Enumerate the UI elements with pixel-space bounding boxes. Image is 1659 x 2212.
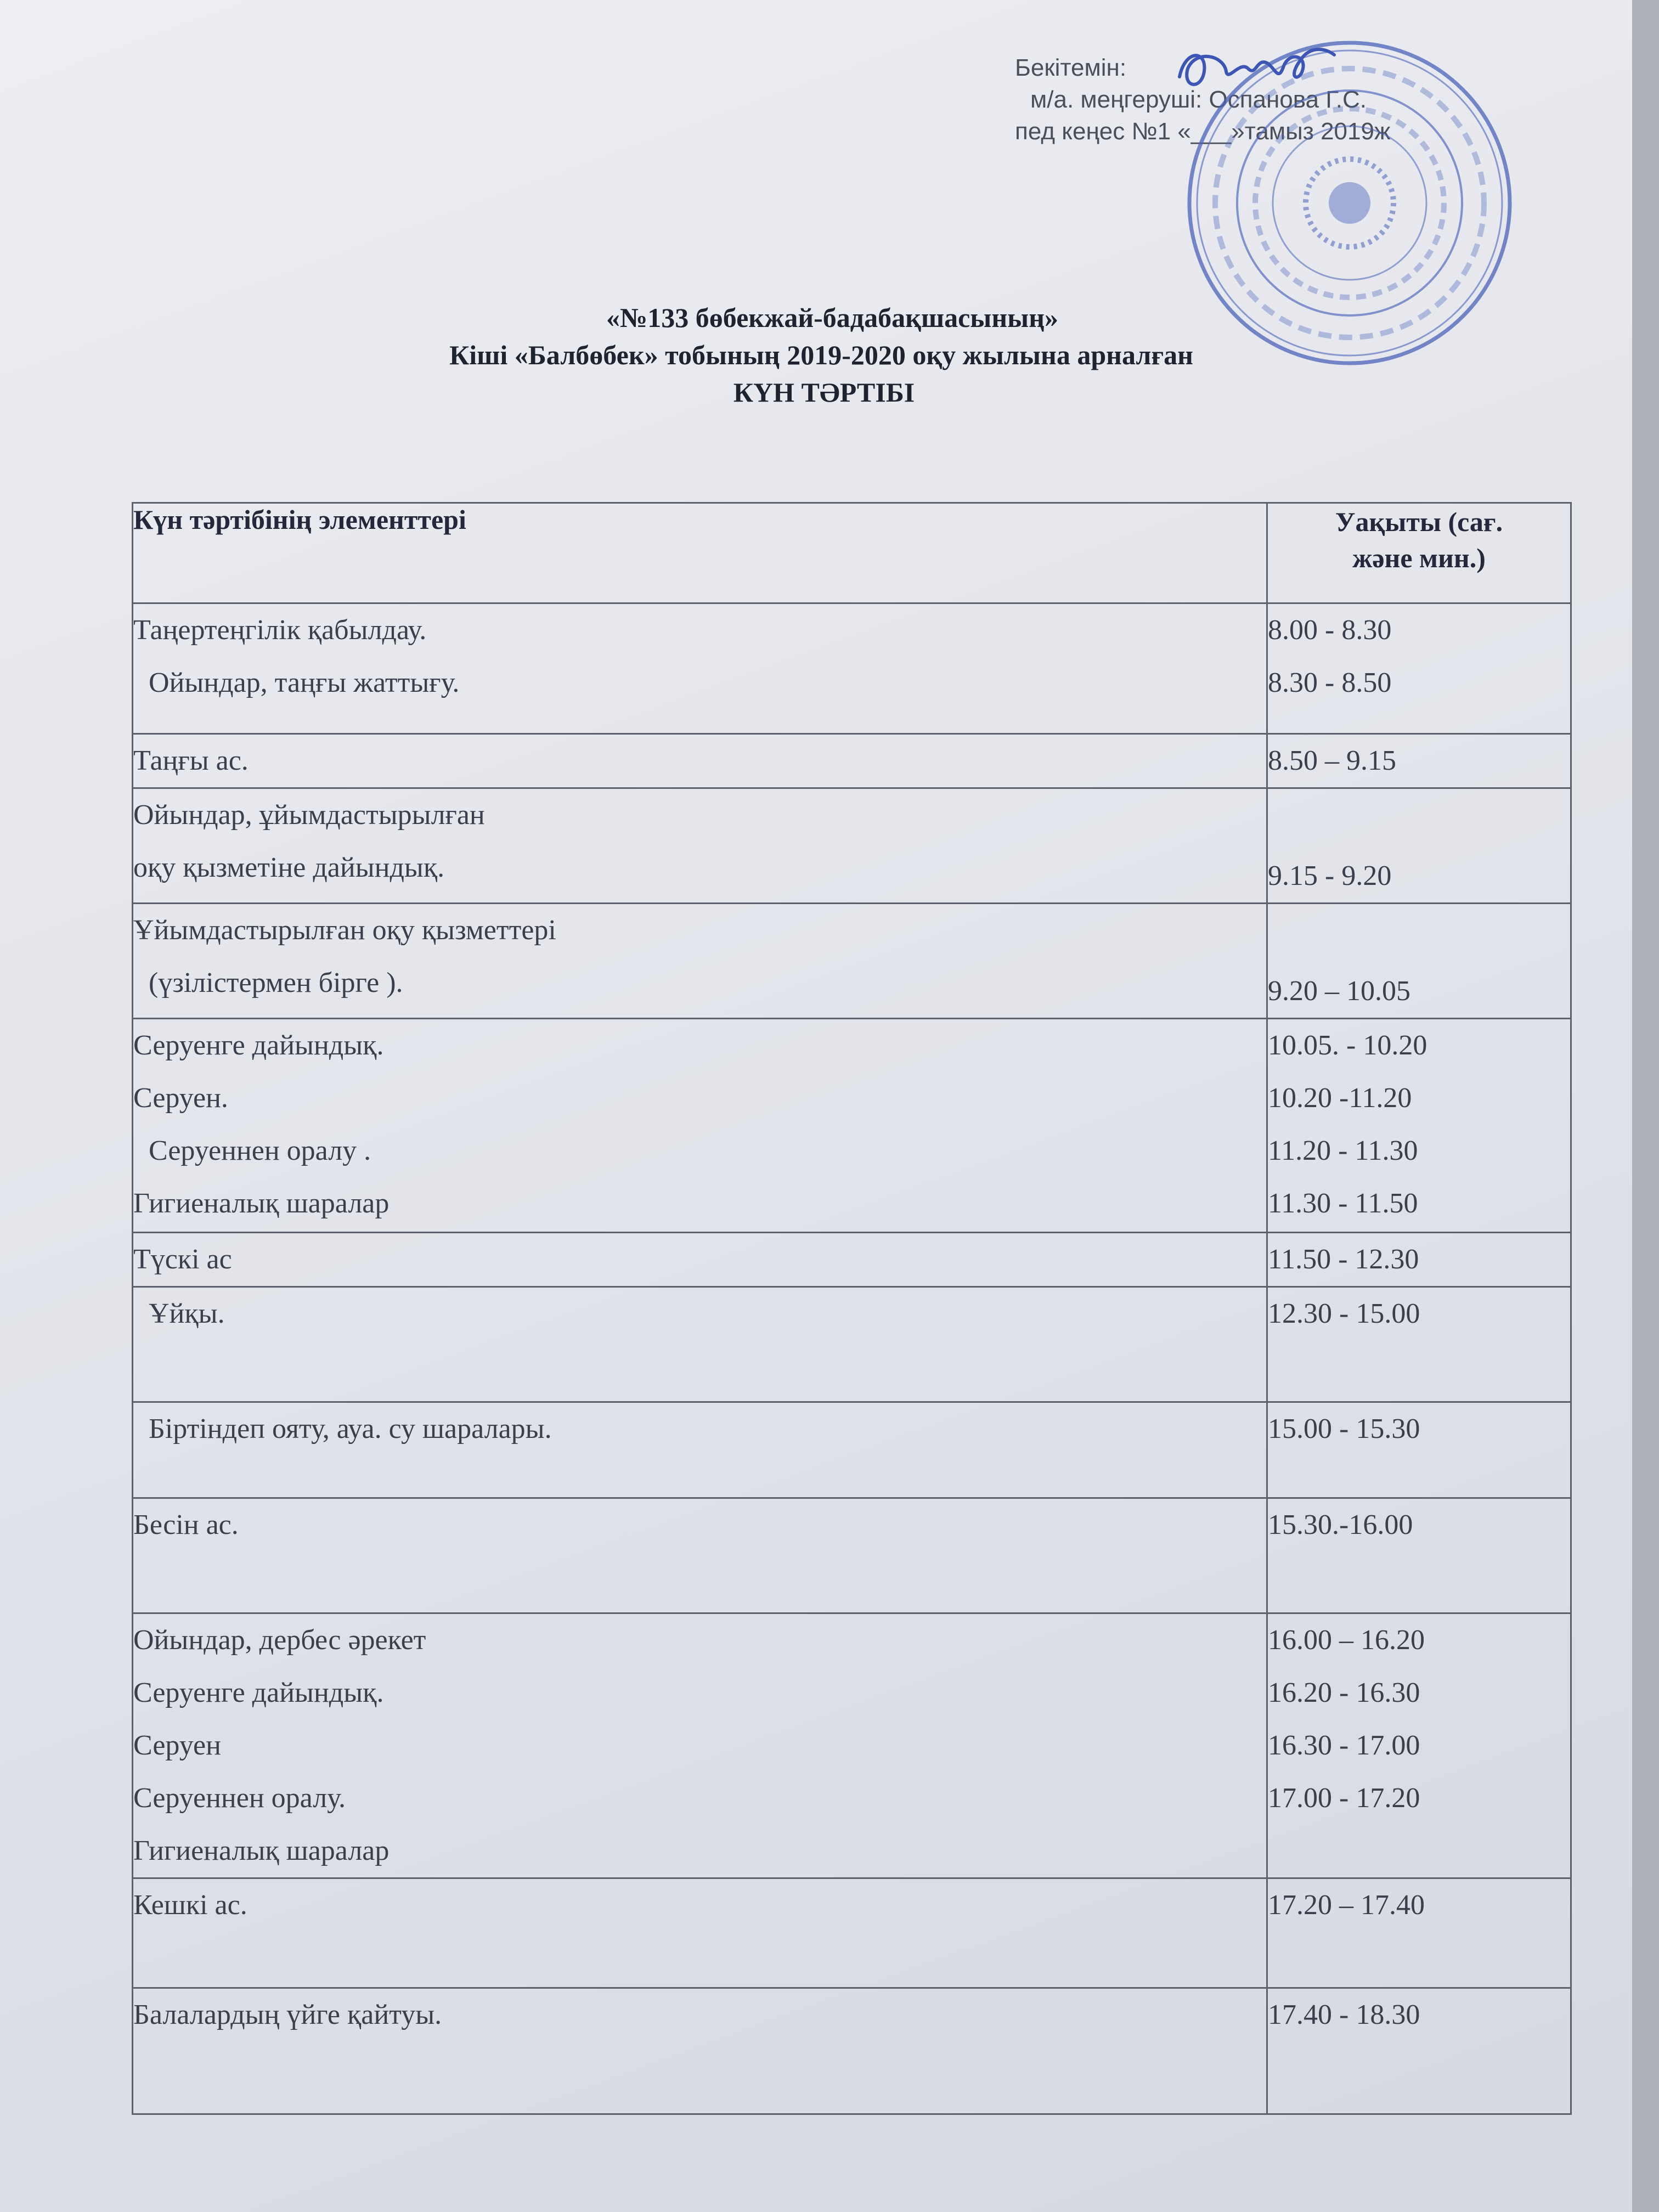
table-row — [133, 1233, 1571, 1287]
table-row — [133, 1988, 1571, 2114]
table-row — [133, 1287, 1571, 1402]
table-row — [133, 1402, 1571, 1498]
activity-text: Біртіндеп ояту, ауа. су шаралары. — [149, 1413, 552, 1444]
activity-cell — [133, 1233, 1267, 1287]
time-cell — [1267, 1402, 1571, 1498]
time-text: 15.30.-16.00 — [1268, 1509, 1413, 1541]
time-text: 12.30 - 15.00 — [1268, 1298, 1420, 1329]
document-title — [0, 299, 1659, 411]
time-text: 16.30 - 17.00 — [1268, 1730, 1420, 1761]
activity-text: Серуен. — [133, 1082, 228, 1114]
time-text: 17.20 – 17.40 — [1268, 1889, 1425, 1921]
activity-cell — [133, 1019, 1267, 1233]
time-text: 10.20 -11.20 — [1268, 1082, 1412, 1114]
activity-text: Таңғы ас. — [133, 745, 249, 776]
time-text: 15.00 - 15.30 — [1268, 1413, 1420, 1444]
activity-cell — [133, 788, 1267, 904]
table-header-row — [133, 503, 1571, 603]
activity-cell — [133, 1988, 1267, 2114]
header-activity: Күн тәртібінің элементтері — [133, 503, 1267, 603]
activity-text: Гигиеналық шаралар — [133, 1188, 390, 1219]
activity-text: Ұйқы. — [149, 1298, 225, 1329]
activity-cell — [133, 904, 1267, 1019]
activity-text: оқу қызметіне дайындық. — [133, 852, 445, 883]
header-time-line-2: және мин.) — [1352, 543, 1486, 573]
time-text: 8.00 - 8.30 — [1268, 614, 1392, 646]
time-cell — [1267, 603, 1571, 734]
time-text: 17.00 - 17.20 — [1268, 1782, 1420, 1814]
signature — [1174, 38, 1339, 99]
time-text: 9.20 – 10.05 — [1268, 975, 1410, 1007]
approval-line-2: м/а. меңгеруші: Оспанова Г.С. — [1030, 86, 1367, 113]
time-cell — [1267, 1878, 1571, 1988]
activity-text: Гигиеналық шаралар — [133, 1835, 390, 1866]
table-row — [133, 1019, 1571, 1233]
table-row — [133, 1878, 1571, 1988]
time-cell — [1267, 1233, 1571, 1287]
time-cell — [1267, 1613, 1571, 1878]
activity-cell — [133, 1402, 1267, 1498]
time-text: 9.15 - 9.20 — [1268, 860, 1392, 891]
approval-line-1: Бекітемін: — [1015, 54, 1127, 81]
title-line-2: Кіші «Балбөбек» тобының 2019-2020 оқу жылына арналған — [449, 340, 1193, 370]
time-text: 16.20 - 16.30 — [1268, 1677, 1420, 1708]
time-cell — [1267, 1287, 1571, 1402]
activity-cell — [133, 734, 1267, 788]
activity-text: Бесін ас. — [133, 1509, 239, 1541]
activity-cell — [133, 1498, 1267, 1613]
time-text: 11.50 - 12.30 — [1268, 1244, 1419, 1275]
activity-text: (үзілістермен бірге ). — [149, 967, 403, 998]
time-cell — [1267, 1498, 1571, 1613]
table-row — [133, 904, 1571, 1019]
approval-line-3: пед кеңес №1 «___»тамыз 2019ж — [1015, 118, 1391, 145]
activity-text: Серуенге дайындық. — [133, 1677, 384, 1708]
activity-text: Кешкі ас. — [133, 1889, 247, 1921]
time-text: 8.30 - 8.50 — [1268, 667, 1392, 698]
time-cell — [1267, 788, 1571, 904]
activity-cell — [133, 1287, 1267, 1402]
activity-text: Серуенге дайындық. — [133, 1030, 384, 1061]
table-row — [133, 1498, 1571, 1613]
time-cell — [1267, 1988, 1571, 2114]
title-line-3: КҮН ТӘРТІБІ — [733, 377, 915, 408]
table-row — [133, 734, 1571, 788]
activity-text: Серуеннен оралу . — [149, 1135, 371, 1166]
activity-text: Балалардың үйге қайтуы. — [133, 1999, 442, 2030]
time-cell — [1267, 904, 1571, 1019]
activity-text: Түскі ас — [133, 1244, 232, 1275]
table-row — [133, 788, 1571, 904]
time-text: 17.40 - 18.30 — [1268, 1999, 1420, 2030]
time-text: 16.00 – 16.20 — [1268, 1624, 1425, 1656]
header-time — [1267, 503, 1571, 603]
activity-text: Серуеннен оралу. — [133, 1782, 346, 1814]
activity-text: Серуен — [133, 1730, 221, 1761]
header-time-line-1: Уақыты (сағ. — [1335, 506, 1503, 537]
activity-cell — [133, 1878, 1267, 1988]
time-cell — [1267, 734, 1571, 788]
time-text: 11.30 - 11.50 — [1268, 1188, 1418, 1219]
activity-text: Ойындар, таңғы жаттығу. — [149, 667, 460, 698]
time-text: 10.05. - 10.20 — [1268, 1030, 1427, 1061]
activity-text: Ұйымдастырылған оқу қызметтері — [133, 915, 556, 946]
activity-cell — [133, 1613, 1267, 1878]
time-cell — [1267, 1019, 1571, 1233]
table-row — [133, 1613, 1571, 1878]
activity-text: Ойындар, дербес әрекет — [133, 1624, 426, 1656]
time-text: 8.50 – 9.15 — [1268, 745, 1396, 776]
activity-cell — [133, 603, 1267, 734]
table-row — [133, 603, 1571, 734]
title-line-1: «№133 бөбекжай-бадабақшасының» — [606, 302, 1058, 333]
time-text: 11.20 - 11.30 — [1268, 1135, 1418, 1166]
activity-text: Таңертеңгілік қабылдау. — [133, 614, 427, 646]
schedule-table — [132, 502, 1572, 2115]
activity-text: Ойындар, ұйымдастырылған — [133, 799, 485, 831]
